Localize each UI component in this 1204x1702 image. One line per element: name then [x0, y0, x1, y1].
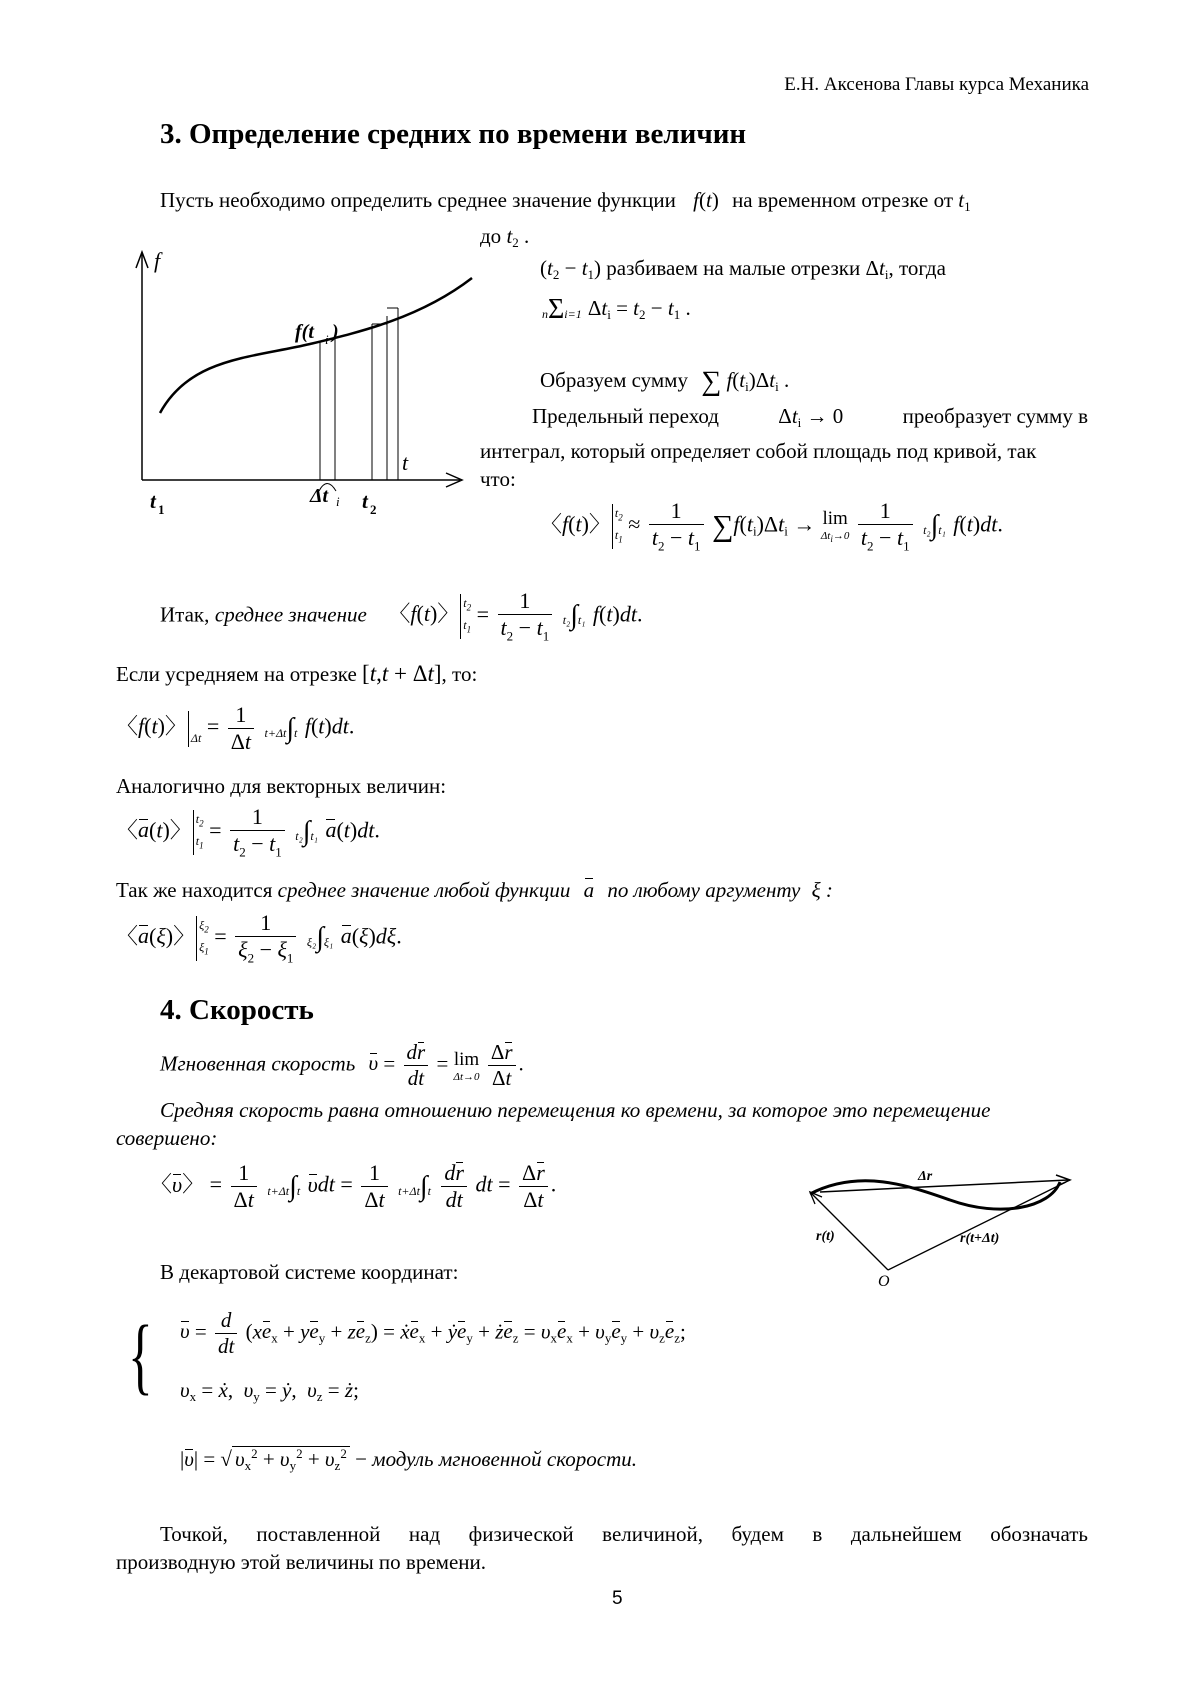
vector-analog-line: Аналогично для векторных величин: [116, 774, 447, 798]
any-function-line: Так же находится среднее значение любой функции a по любому аргументу ξ : [116, 878, 833, 902]
instant-velocity: Мгновенная скорость υ = $\frac{dr}{dt}$ = lim Δt→0 $\frac{\Delta r}{\Delta t}$ . [160, 1040, 524, 1090]
fti-label: f(t [295, 321, 314, 343]
fti-sub: i [325, 332, 329, 347]
t-label: t [402, 450, 409, 475]
r-tdt-vector [888, 1182, 1066, 1270]
cartesian-line: В декартовой системе координат: [160, 1260, 459, 1284]
section-3-title: 3. Определение средних по времени величин [160, 118, 747, 150]
velocity-modulus-eq: |υ| = √ $\upsilon_x^2 + \upsilon_y^2 + \upsilon_z^2$ − модуль мгновенной скорости. [180, 1446, 637, 1473]
displacement-diagram [800, 1158, 1090, 1288]
avg-velocity-def: Средняя скорость равна отношению перемещения ко времени, за которое это перемещение совершено: [116, 1098, 991, 1150]
t1-label: t [150, 489, 156, 513]
velocity-components-eq: υ = $\frac{d}{dt}$ $(xe_x + ye_y + ze_z)$ = ẋe$_x$ + ẏe$_y$ + $że_z = \upsilon_xe_x + \upsilon_ye_y + \upsilon_ze_z$; [180, 1308, 686, 1358]
average-value-graph [120, 248, 480, 518]
sum-identity: nΣi=1 $\Delta t_i = t_2 - t_1$ . [542, 294, 691, 326]
dti-label: Δt [310, 485, 329, 507]
intro-end: до $t_2$ . [480, 224, 530, 250]
origin-label: O [878, 1273, 890, 1288]
dti-sub: i [336, 494, 340, 509]
avg-velocity-formula: 〈υ〉 = $\frac{1}{\Delta t}$ t+Δt∫t υdt = $\frac{1}{\Delta t}$ t+Δt∫t $\frac{dr}{dt}$ dt = $\frac{\Delta r}{\Delta t}$ . [150, 1160, 557, 1212]
t1-sub: 1 [158, 502, 165, 517]
any-function-formula: 〈a(ξ)〉 $\xi_2$ $\xi_1$ = $\frac{1}{\xi_2 - \xi_1}$ ξ₂∫ξ₁ a(ξ)dξ. [116, 910, 402, 966]
fti-close: ) [332, 321, 339, 343]
trajectory-curve [810, 1181, 1060, 1209]
rtdt-label: r(t+Δt) [960, 1231, 1000, 1246]
rt-label: r(t) [816, 1229, 835, 1244]
page-number: 5 [612, 1588, 623, 1609]
f-label: f [154, 248, 161, 273]
t2-label: t [362, 489, 368, 513]
section-4-title: 4. Скорость [160, 994, 314, 1026]
interval-formula: 〈f(t)〉 Δt = $\frac{1}{\Delta t}$ t+Δt∫t f(t)dt. [116, 702, 355, 754]
mean-value-definition: Итак, среднее значение 〈f(t)〉 $t_2$ $t_1$ = $\frac{1}{t_2 - t_1}$ t₂∫t₁ f(t)dt. [160, 588, 643, 644]
t2-sub: 2 [370, 502, 377, 517]
velocity-projections-eq: $\upsilon_x$ = ẋ, $\upsilon_y$ = ẏ, $\upsilon_z$ = ż; [180, 1378, 359, 1404]
function-curve [160, 278, 472, 413]
split-line: $(t_2 - t_1)$ разбиваем на малые отрезки $\Delta t_i$, тогда [540, 256, 946, 282]
dr-label: Δr [918, 1169, 933, 1184]
limit-paragraph: Предельный переход $\Delta t_i \to 0$ преобразует сумму в интеграл, который определяет собой площадь под кривой, так что: [480, 404, 1088, 491]
running-header: Е.Н. Аксенова Главы курса Механика [784, 74, 1089, 95]
form-sum-line: Образуем сумму ∑ $f(t_i)\Delta t_i$ . [540, 366, 790, 397]
intro-line: Пусть необходимо определить среднее значение функции f(t) на временном отрезке от $t_1$ [160, 188, 971, 214]
vector-mean-formula: 〈a(t)〉 $t_2$ $t_1$ = $\frac{1}{t_2 - t_1}$ t₂∫t₁ a(t)dt. [116, 804, 380, 860]
dot-notation-paragraph: Точкой, поставленной над физической величиной, будем в дальнейшем обозначать производную этой величины по времени. [116, 1522, 1088, 1574]
interval-line: Если усредняем на отрезке [t,t + Δt], то: [116, 661, 478, 686]
system-brace: { [128, 1307, 153, 1403]
limit-formula: 〈f(t)〉 $t_2$ $t_1$ ≈ $\frac{1}{t_2 - t_1}$ $\sum f(t_i)\Delta t_i$ → lim $\Delta t_i\to 0$ $\frac{1}{t_2 - t_1}$ t₂∫t₁ f(t)dt. [540, 498, 1003, 554]
